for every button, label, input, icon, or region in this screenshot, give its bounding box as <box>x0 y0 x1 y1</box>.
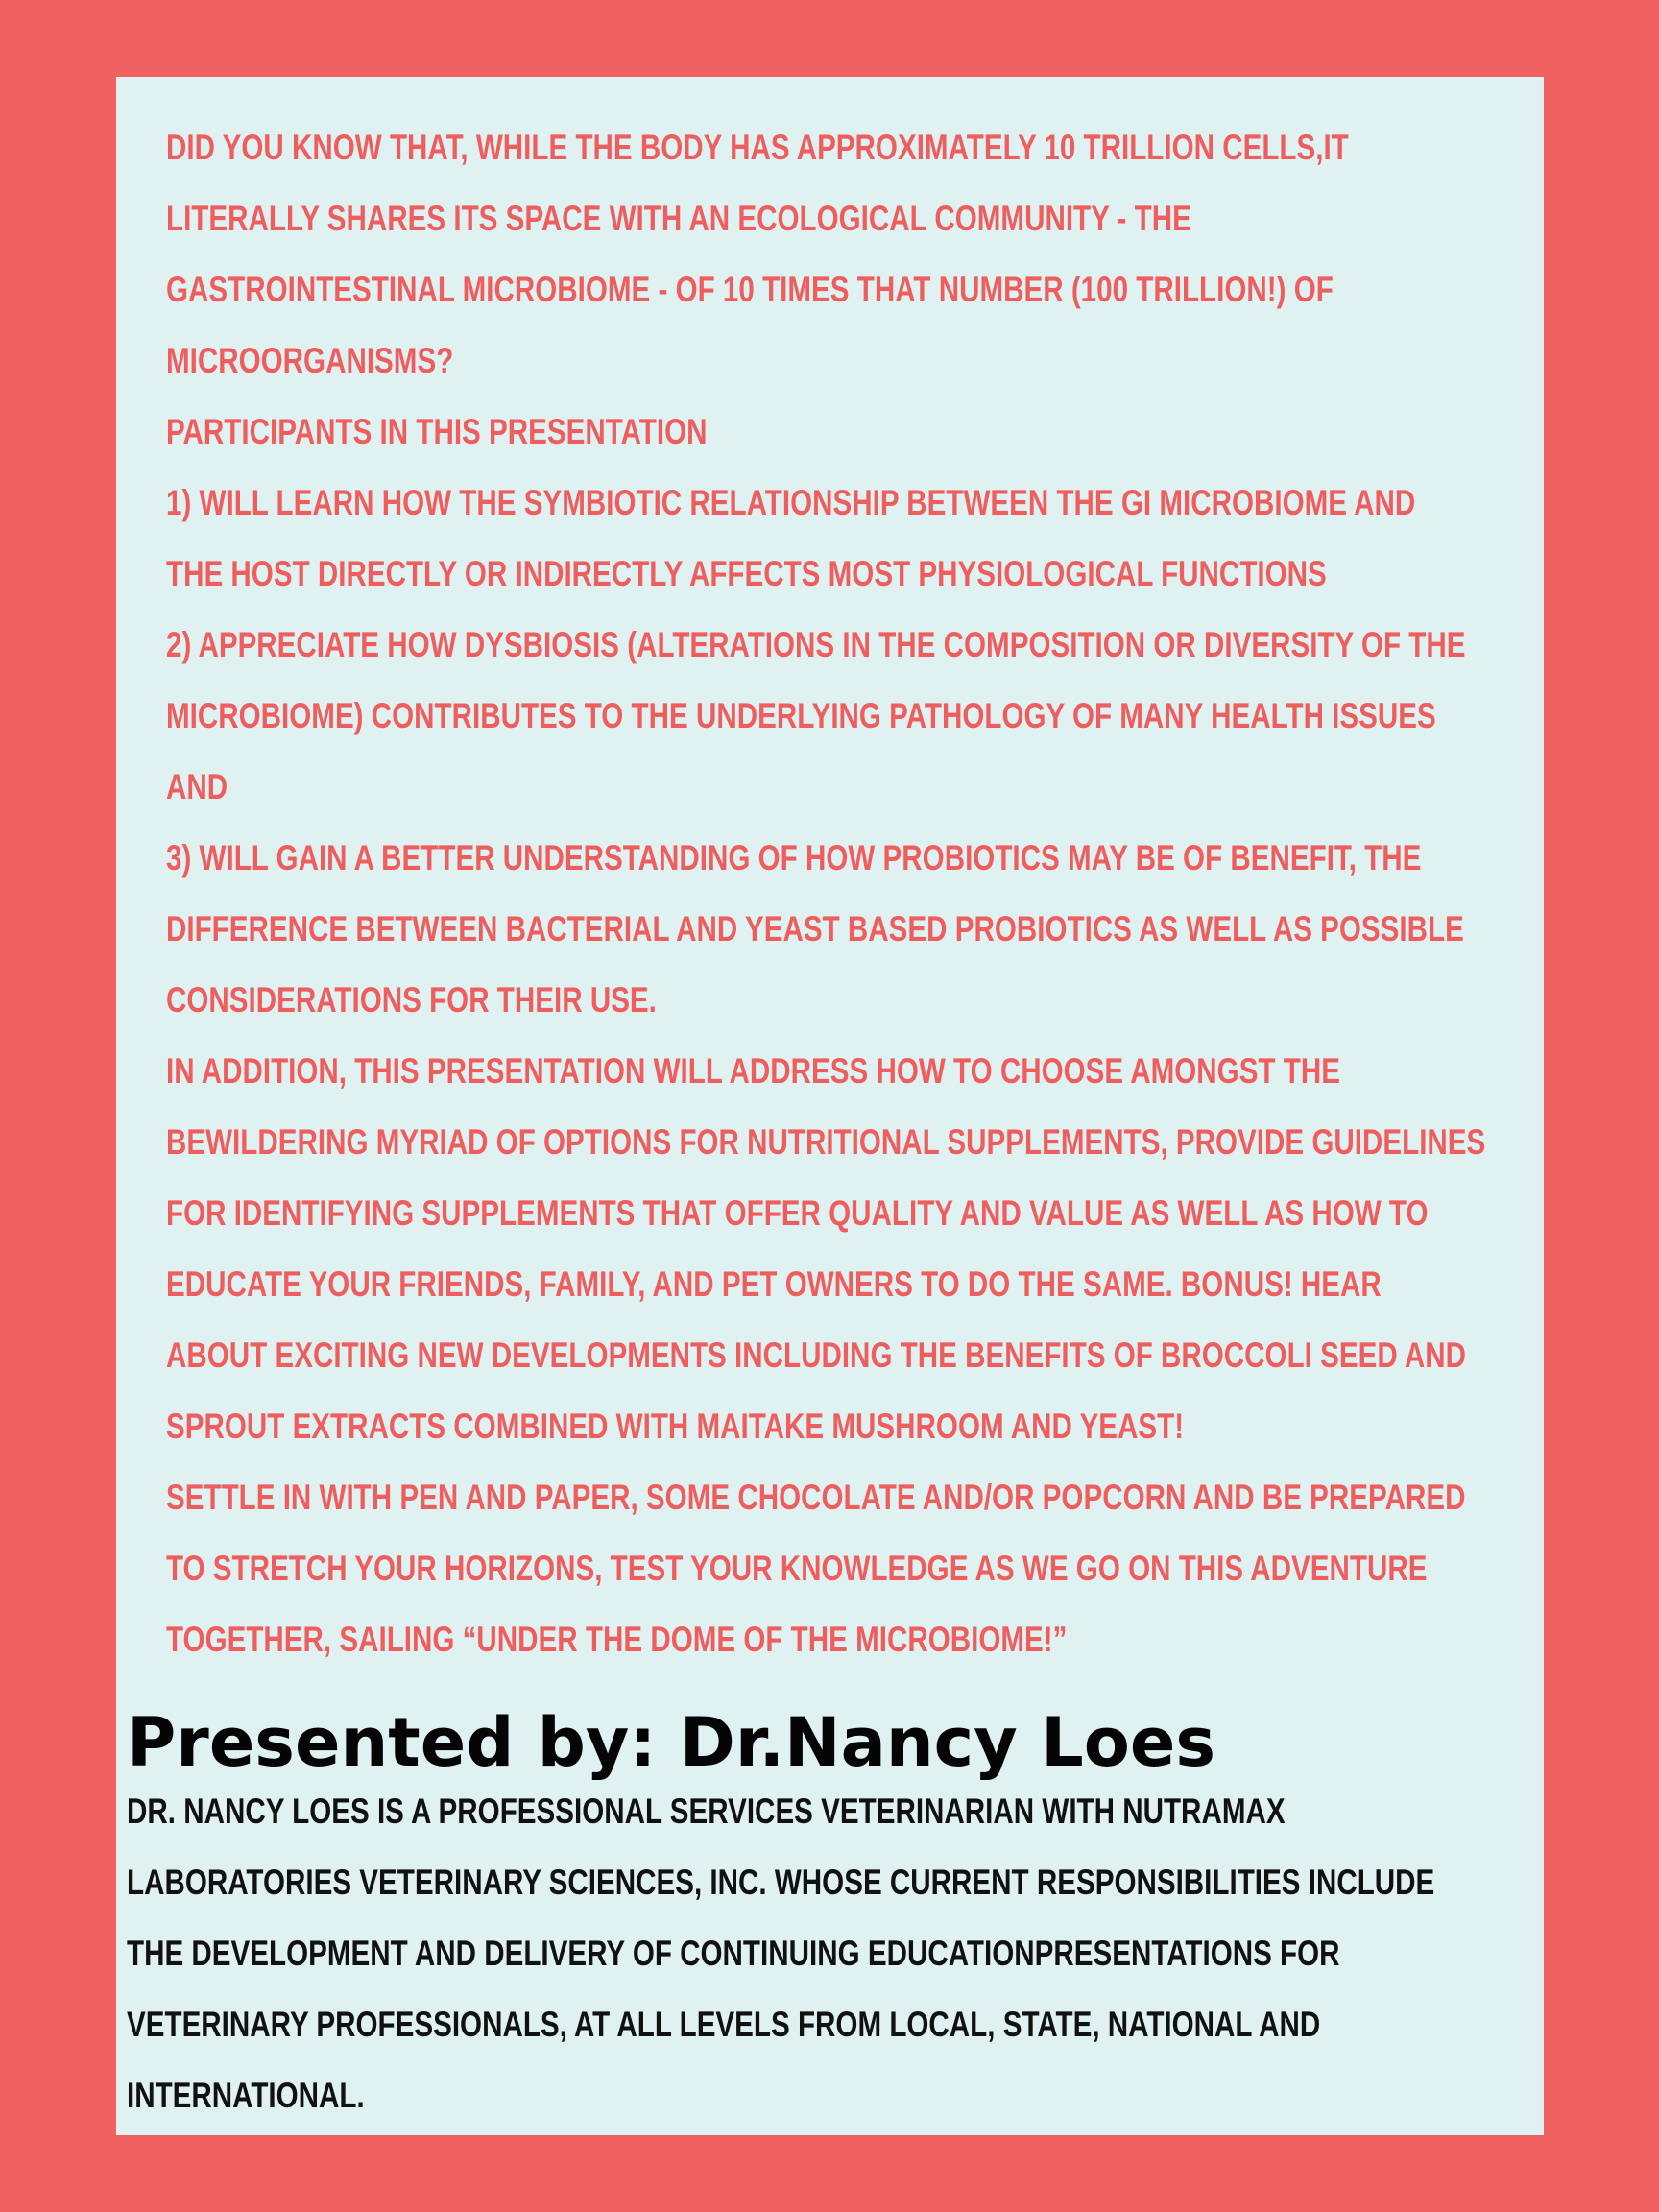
description-line: ABOUT EXCITING NEW DEVELOPMENTS INCLUDING THE BENEFITS OF BROCCOLI SEED AND <box>166 1335 1466 1375</box>
description-line: TO STRETCH YOUR HORIZONS, TEST YOUR KNOWLEDGE AS WE GO ON THIS ADVENTURE <box>166 1549 1428 1588</box>
description-line: 1) WILL LEARN HOW THE SYMBIOTIC RELATIONSHIP BETWEEN THE GI MICROBIOME AND <box>166 483 1416 522</box>
presenter-bio <box>127 1776 1435 2131</box>
description-line: THE HOST DIRECTLY OR INDIRECTLY AFFECTS MOST PHYSIOLOGICAL FUNCTIONS <box>166 554 1327 593</box>
description-line: FOR IDENTIFYING SUPPLEMENTS THAT OFFER QUALITY AND VALUE AS WELL AS HOW TO <box>166 1193 1429 1233</box>
description-line: MICROBIOME) CONTRIBUTES TO THE UNDERLYING PATHOLOGY OF MANY HEALTH ISSUES <box>166 696 1436 735</box>
description-line: DIFFERENCE BETWEEN BACTERIAL AND YEAST BASED PROBIOTICS AS WELL AS POSSIBLE <box>166 909 1464 949</box>
bio-line: DR. NANCY LOES IS A PROFESSIONAL SERVICES VETERINARIAN WITH NUTRAMAX <box>127 1791 1286 1831</box>
description-line: SPROUT EXTRACTS COMBINED WITH MAITAKE MUSHROOM AND YEAST! <box>166 1407 1185 1446</box>
description-line: TOGETHER, SAILING “UNDER THE DOME OF THE MICROBIOME!” <box>166 1620 1068 1659</box>
description-line: CONSIDERATIONS FOR THEIR USE. <box>166 980 657 1020</box>
bio-line: INTERNATIONAL. <box>127 2076 365 2115</box>
description-line: 3) WILL GAIN A BETTER UNDERSTANDING OF HOW PROBIOTICS MAY BE OF BENEFIT, THE <box>166 838 1422 878</box>
description-line: BEWILDERING MYRIAD OF OPTIONS FOR NUTRITIONAL SUPPLEMENTS, PROVIDE GUIDELINES <box>166 1122 1486 1162</box>
presentation-description <box>166 112 1486 1675</box>
description-line: EDUCATE YOUR FRIENDS, FAMILY, AND PET OWNERS TO DO THE SAME. BONUS! HEAR <box>166 1264 1382 1304</box>
description-line: SETTLE IN WITH PEN AND PAPER, SOME CHOCOLATE AND/OR POPCORN AND BE PREPARED <box>166 1478 1466 1517</box>
bio-line: VETERINARY PROFESSIONALS, AT ALL LEVELS FROM LOCAL, STATE, NATIONAL AND <box>127 2005 1321 2044</box>
description-line: AND <box>166 767 228 806</box>
bio-line: THE DEVELOPMENT AND DELIVERY OF CONTINUING EDUCATIONPRESENTATIONS FOR <box>127 1934 1340 1973</box>
description-line: GASTROINTESTINAL MICROBIOME - OF 10 TIMES THAT NUMBER (100 TRILLION!) OF <box>166 270 1334 309</box>
description-line: IN ADDITION, THIS PRESENTATION WILL ADDRESS HOW TO CHOOSE AMONGST THE <box>166 1051 1340 1091</box>
description-line: PARTICIPANTS IN THIS PRESENTATION <box>166 412 708 451</box>
description-line: 2) APPRECIATE HOW DYSBIOSIS (ALTERATIONS IN THE COMPOSITION OR DIVERSITY OF THE <box>166 625 1466 664</box>
description-line: LITERALLY SHARES ITS SPACE WITH AN ECOLOGICAL COMMUNITY - THE <box>166 199 1191 238</box>
presenter-heading: Presented by: Dr.Nancy Loes <box>127 1703 1216 1782</box>
bio-line: LABORATORIES VETERINARY SCIENCES, INC. WHOSE CURRENT RESPONSIBILITIES INCLUDE <box>127 1863 1435 1902</box>
description-line: DID YOU KNOW THAT, WHILE THE BODY HAS APPROXIMATELY 10 TRILLION CELLS,IT <box>166 128 1349 167</box>
description-line: MICROORGANISMS? <box>166 341 454 380</box>
